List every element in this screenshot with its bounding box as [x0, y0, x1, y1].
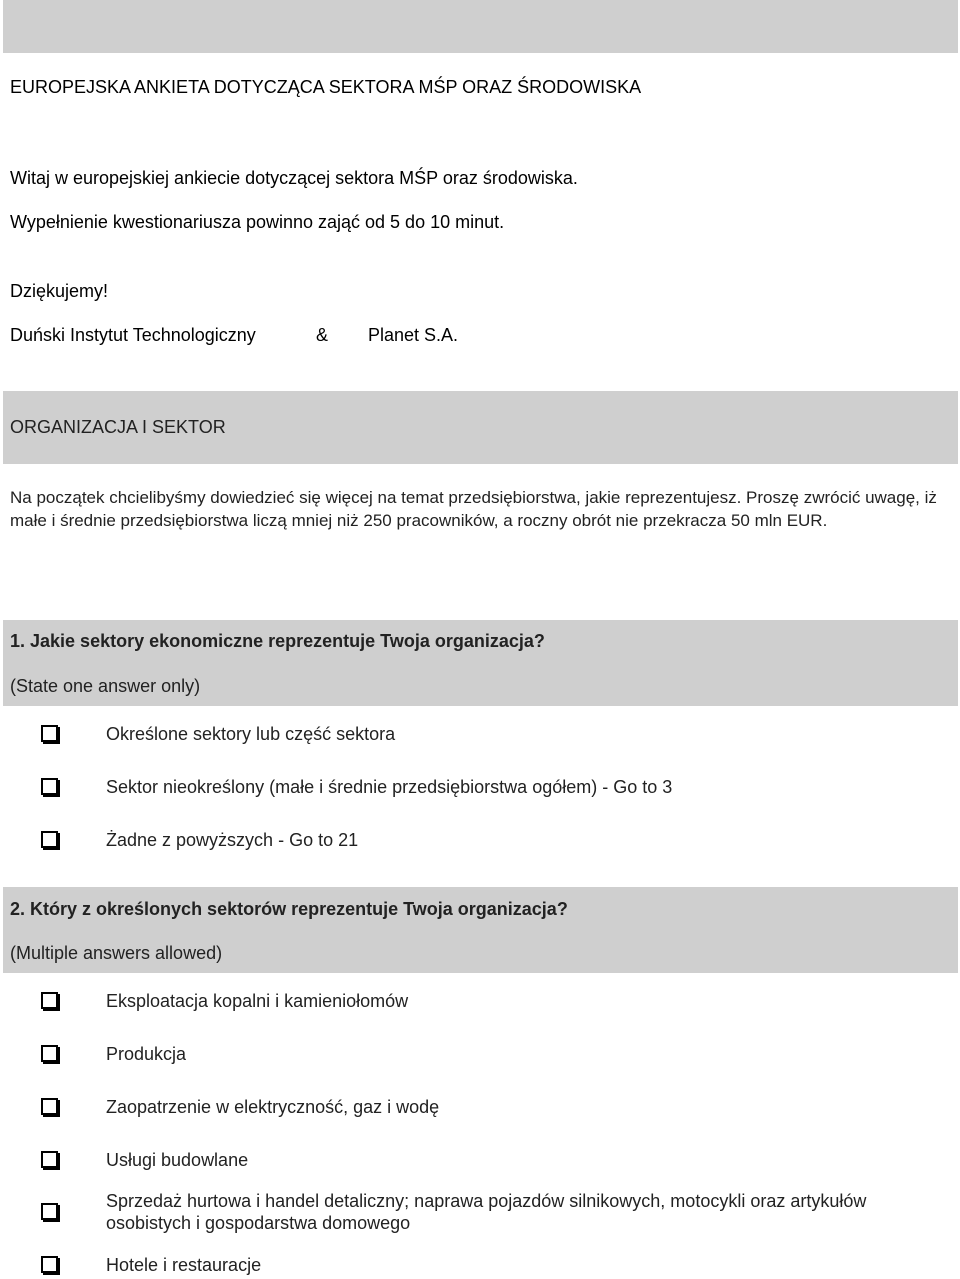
q2-title: 2. Który z określonych sektorów reprezentuje Twoja organizacja?: [10, 899, 568, 919]
org-name-1: Duński Instytut Technologiczny: [10, 325, 256, 345]
org-ampersand: &: [316, 325, 329, 345]
q2-option-5-label: Sprzedaż hurtowa i handel detaliczny; naprawa pojazdów silnikowych, motocykli oraz artykułów osobistych i gospodarstwa domowego: [106, 1191, 867, 1233]
q2-option-2-checkbox[interactable]: [41, 1045, 58, 1062]
q2-option-6-label: Hotele i restauracje: [106, 1255, 262, 1275]
q1-option-3-label: Żadne z powyższych - Go to 21: [106, 830, 359, 850]
q1-option-2-checkbox[interactable]: [41, 778, 58, 795]
top-header-band: [3, 0, 958, 53]
section-title: ORGANIZACJA I SEKTOR: [10, 417, 226, 437]
q2-option-1-label: Eksploatacja kopalni i kamieniołomów: [106, 991, 409, 1011]
section-intro: Na początek chcielibyśmy dowiedzieć się więcej na temat przedsiębiorstwa, jakie reprezentujesz. Proszę zwrócić uwagę, iż małe i średnie przedsiębiorstwa liczą mniej niż 250 pracowników, a roczny obrót nie przekracza 50 mln EUR.: [10, 488, 937, 530]
org-name-2: Planet S.A.: [368, 325, 459, 345]
q1-option-2-label: Sektor nieokreślony (małe i średnie przedsiębiorstwa ogółem) - Go to 3: [106, 777, 673, 797]
duration-text: Wypełnienie kwestionariusza powinno zająć od 5 do 10 minut.: [10, 212, 505, 232]
q1-option-3-checkbox[interactable]: [41, 831, 58, 848]
q1-instruction: (State one answer only): [10, 676, 201, 696]
welcome-text: Witaj w europejskiej ankiecie dotyczącej sektora MŚP oraz środowiska.: [10, 168, 578, 188]
q1-title: 1. Jakie sektory ekonomiczne reprezentuje Twoja organizacja?: [10, 631, 545, 651]
q2-option-4-label: Usługi budowlane: [106, 1150, 249, 1170]
q2-option-4-checkbox[interactable]: [41, 1151, 58, 1168]
q2-option-5-checkbox[interactable]: [41, 1203, 58, 1220]
q2-instruction: (Multiple answers allowed): [10, 943, 223, 963]
q1-option-1-label: Określone sektory lub część sektora: [106, 724, 396, 744]
q2-option-1-checkbox[interactable]: [41, 992, 58, 1009]
q2-option-3-label: Zaopatrzenie w elektryczność, gaz i wodę: [106, 1097, 440, 1117]
q1-option-1-checkbox[interactable]: [41, 725, 58, 742]
survey-title: EUROPEJSKA ANKIETA DOTYCZĄCA SEKTORA MŚP ORAZ ŚRODOWISKA: [10, 77, 642, 97]
q2-option-6-checkbox[interactable]: [41, 1256, 58, 1273]
q2-option-3-checkbox[interactable]: [41, 1098, 58, 1115]
q2-option-2-label: Produkcja: [106, 1044, 187, 1064]
thanks-text: Dziękujemy!: [10, 281, 109, 301]
